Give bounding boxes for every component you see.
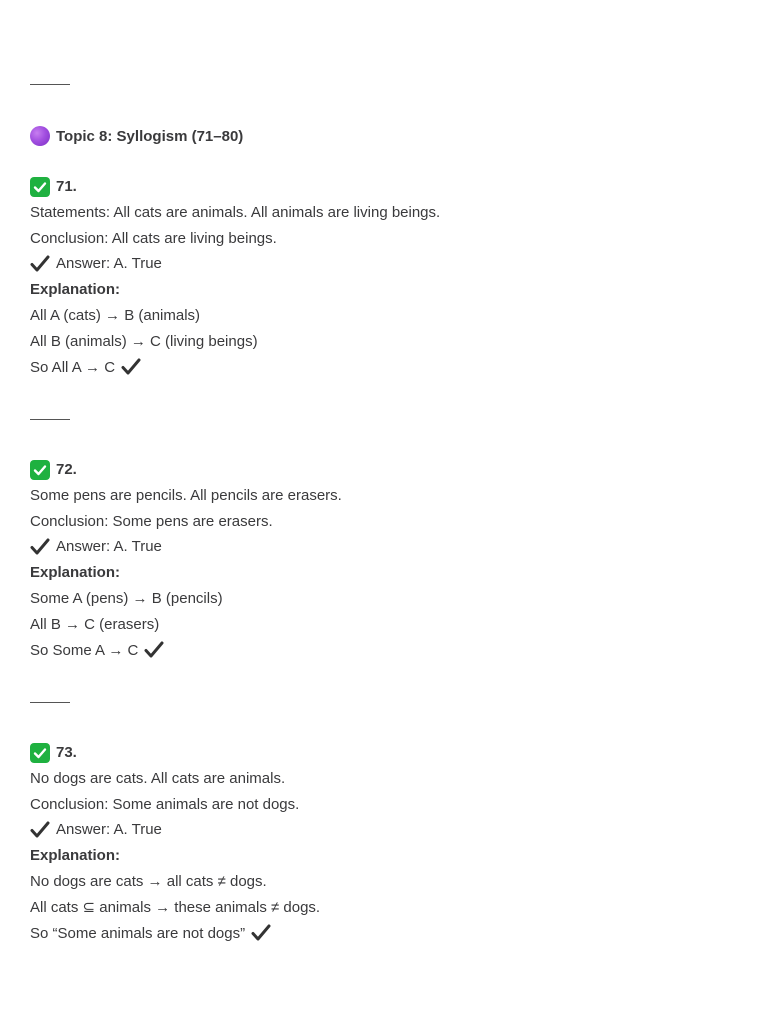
divider [30,419,70,420]
heavy-check-mark-icon [251,923,271,943]
explanation-line: All B → C (erasers) [30,615,160,633]
question-number: 72. [56,461,77,478]
answer-line [30,251,738,277]
statement-line: No dogs are cats. All cats are animals. [30,769,286,787]
explanation-conclusion-text: So “Some animals are not dogs” [30,924,246,942]
explanation-label: Explanation: [30,847,121,865]
explanation-conclusion-line [30,355,738,381]
explanation-line: All cats ⊆ animals → these animals ≠ dogs. [30,898,321,916]
explanation-line: No dogs are cats → all cats ≠ dogs. [30,872,267,890]
explanation-conclusion-line [30,638,738,664]
topic-heading [30,125,243,147]
green-check-box-icon [30,177,50,197]
answer-line [30,534,738,560]
green-check-box-icon [30,460,50,480]
question-72 [30,457,738,663]
green-check-box-icon [30,743,50,763]
explanation-conclusion-line [30,921,738,947]
question-number-line [30,457,738,483]
answer-text: Answer: A. True [56,538,162,556]
explanation-line: All B (animals) → C (living beings) [30,332,258,350]
statement-line: Statements: All cats are animals. All animals are living beings. [30,203,441,221]
explanation-conclusion-text: So Some A → C [30,641,139,659]
question-number: 71. [56,178,77,195]
divider [30,702,70,703]
question-number-line [30,740,738,766]
answer-text: Answer: A. True [56,255,162,273]
question-73 [30,740,738,946]
answer-line [30,817,738,843]
explanation-label: Explanation: [30,281,121,299]
conclusion-line: Conclusion: Some animals are not dogs. [30,795,300,813]
explanation-line: All A (cats) → B (animals) [30,306,201,324]
heavy-check-mark-icon [30,537,50,557]
heavy-check-mark-icon [144,640,164,660]
purple-circle-icon [30,126,50,146]
explanation-conclusion-text: So All A → C [30,358,116,376]
heavy-check-mark-icon [121,357,141,377]
explanation-label: Explanation: [30,564,121,582]
conclusion-line: Conclusion: Some pens are erasers. [30,512,273,530]
heavy-check-mark-icon [30,254,50,274]
explanation-line: Some A (pens) → B (pencils) [30,589,223,607]
topic-title: Topic 8: Syllogism (71–80) [56,127,244,145]
answer-text: Answer: A. True [56,821,162,839]
question-71 [30,174,738,380]
conclusion-line: Conclusion: All cats are living beings. [30,229,277,247]
divider [30,84,70,85]
question-number-line [30,174,738,200]
heavy-check-mark-icon [30,820,50,840]
question-number: 73. [56,744,77,761]
statement-line: Some pens are pencils. All pencils are erasers. [30,486,342,504]
